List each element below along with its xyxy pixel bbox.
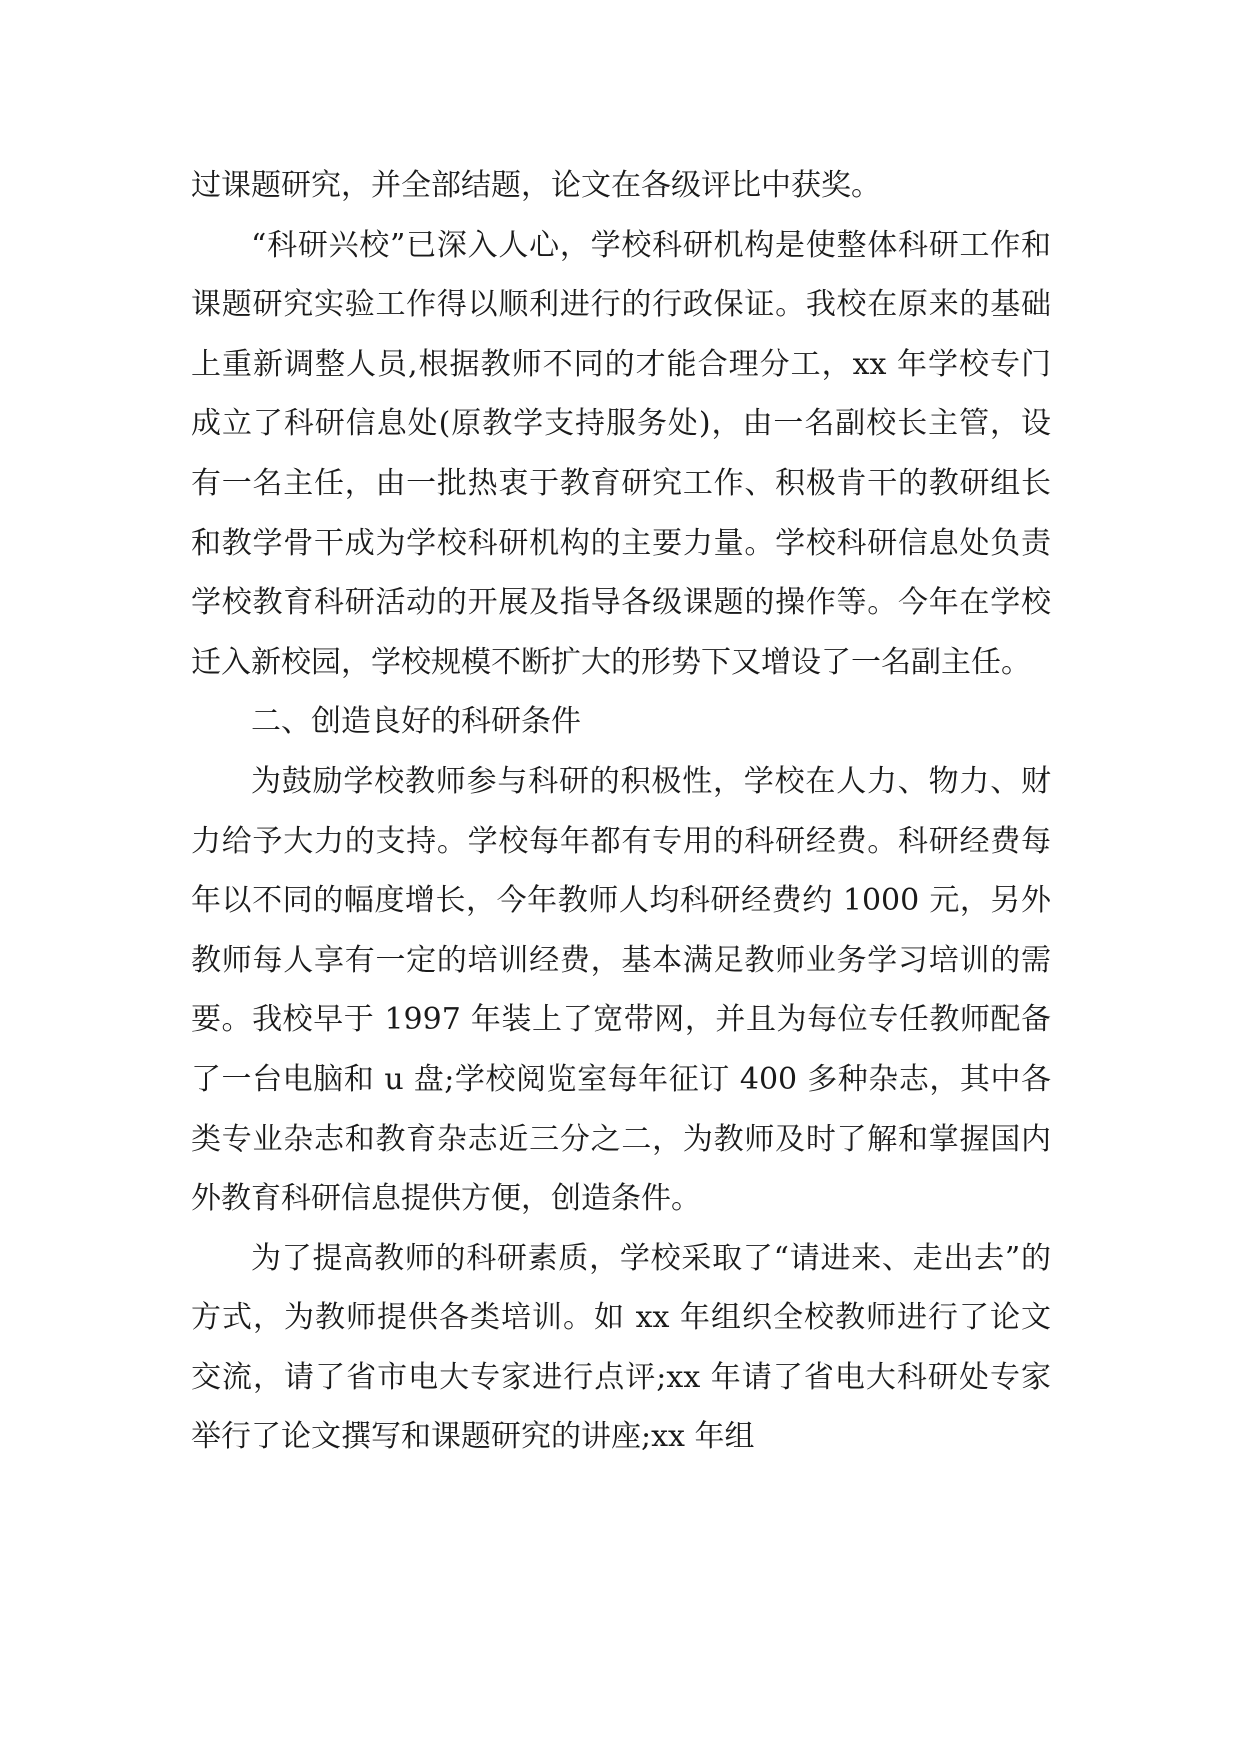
section-heading: 二、创造良好的科研条件 bbox=[251, 704, 581, 740]
paragraph-research-institution: “科研兴校”已深入人心，学校科研机构是使整体科研工作和课题研究实验工作得以顺利进行的行政保证。我校在原来的基础上重新调整人员,根据教师不同的才能合理分工，xx 年学校专门成立了科研信息处(原教学支持服务处)，由一名副校长主管，设有一名主任，由一批热衷于教育研究工作、积极肯干的教研组长和教学骨干成为学校科研机构的主要力量。学校科研信息处负责学校教育科研活动的开展及指导各级课题的操作等。今年在学校迁入新校园，学校规模不断扩大的形势下又增设了一名副主任。 bbox=[191, 227, 1051, 680]
paragraph-research-funding: 为鼓励学校教师参与科研的积极性，学校在人力、物力、财力给予大力的支持。学校每年都有专用的科研经费。科研经费每年以不同的幅度增长，今年教师人均科研经费约 1000 元，另外教师每人享有一定的培训经费，基本满足教师业务学习培训的需要。我校早于 1997 年装上了宽带网，并且为每位专任教师配备了一台电脑和 u 盘;学校阅览室每年征订 400 多种杂志，其中各类专业杂志和教育杂志近三分之二，为教师及时了解和掌握国内外教育科研信息提供方便，创造条件。 bbox=[191, 763, 1051, 1217]
body-text bbox=[191, 156, 1051, 1467]
paragraph-continuation: 过课题研究，并全部结题，论文在各级评比中获奖。 bbox=[191, 168, 881, 203]
paragraph-teacher-training: 为了提高教师的科研素质，学校采取了“请进来、走出去”的方式，为教师提供各类培训。如 xx 年组织全校教师进行了论文交流，请了省市电大专家进行点评;xx 年请了省电大科研处专家举行了论文撰写和课题研究的讲座;xx 年组 bbox=[191, 1240, 1051, 1455]
